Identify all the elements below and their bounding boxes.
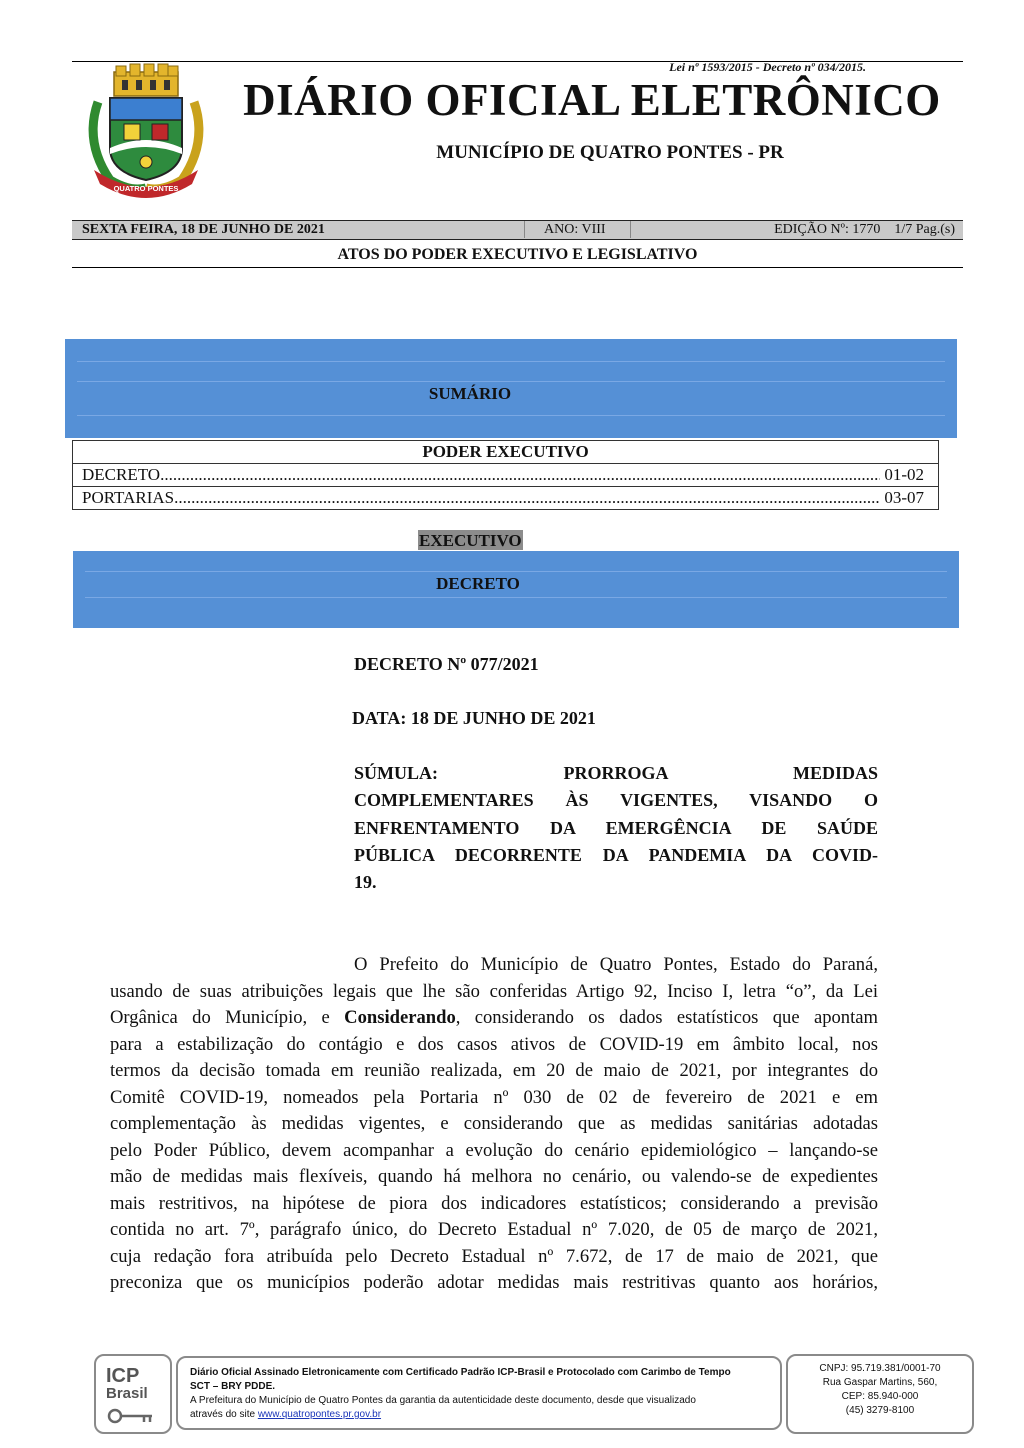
decreto-band-title: DECRETO bbox=[436, 574, 520, 593]
band-rule bbox=[77, 415, 945, 416]
band-rule bbox=[77, 361, 945, 362]
info-separator bbox=[524, 221, 525, 238]
decree-date: DATA: 18 DE JUNHO DE 2021 bbox=[352, 708, 596, 728]
sumula-line: SÚMULA: PRORROGA MEDIDAS bbox=[354, 763, 878, 783]
body-line-rest: , considerando os dados estatísticos que apontam bbox=[455, 1007, 878, 1028]
address: Rua Gaspar Martins, 560, bbox=[822, 1377, 938, 1388]
summary-entry-decreto[interactable] bbox=[73, 463, 938, 486]
info-separator bbox=[630, 221, 631, 238]
body-line: preconiza que os municípios poderão adotar medidas mais restritivas quanto aos horários, bbox=[110, 1272, 878, 1293]
body-line: pelo Poder Público, devem acompanhar a evolução do cenário epidemiológico – lançando-se bbox=[110, 1139, 878, 1161]
municipality-name: MUNICÍPIO DE QUATRO PONTES - PR bbox=[436, 142, 784, 163]
decree-body bbox=[110, 952, 878, 1297]
decree-sumula bbox=[354, 760, 878, 896]
icp-logo-text: ICP bbox=[106, 1365, 140, 1387]
footer-contact bbox=[786, 1354, 974, 1434]
summary-entry-pages: 01-02 bbox=[880, 465, 924, 484]
body-line-considerando bbox=[110, 1005, 878, 1032]
municipal-crest-logo bbox=[80, 62, 212, 198]
icp-brasil-logo bbox=[106, 1365, 148, 1402]
sumula-line: COMPLEMENTARES ÀS VIGENTES, VISANDO O bbox=[354, 790, 878, 811]
footer-site-prefix: através do site bbox=[190, 1409, 258, 1420]
body-line: usando de suas atribuições legais que lhe são conferidas Artigo 92, Inciso I, letra “o”, da Lei bbox=[110, 980, 878, 1002]
body-line: O Prefeito do Município de Quatro Pontes, Estado do Paraná, bbox=[354, 954, 878, 975]
executivo-heading: EXECUTIVO bbox=[419, 531, 522, 550]
sumula-line: ENFRENTAMENTO DA EMERGÊNCIA DE SAÚDE bbox=[354, 817, 878, 838]
edition-info-bar bbox=[72, 220, 963, 240]
law-reference: Lei nº 1593/2015 - Decreto nº 034/2015. bbox=[669, 60, 866, 74]
sumula-line: PÚBLICA DECORRENTE DA PANDEMIA DA COVID- bbox=[354, 844, 878, 865]
leader-dots bbox=[174, 487, 880, 509]
summary-entry-name: PORTARIAS bbox=[82, 488, 175, 507]
cnpj: CNPJ: 95.719.381/0001-70 bbox=[819, 1363, 941, 1374]
body-line: para a estabilização do contágio e dos casos ativos de COVID-19 em âmbito local, nos bbox=[110, 1033, 878, 1055]
sumula-line: 19. bbox=[354, 872, 377, 893]
band-rule bbox=[77, 381, 945, 382]
section-heading-atos: ATOS DO PODER EXECUTIVO E LEGISLATIVO bbox=[337, 246, 698, 263]
website-link[interactable]: www.quatropontes.pr.gov.br bbox=[257, 1409, 382, 1420]
edition-number: EDIÇÃO Nº: 1770 1/7 Pag.(s) bbox=[774, 222, 955, 237]
body-line: termos da decisão tomada em reunião realizada, em 20 de maio de 2021, por integrantes do bbox=[110, 1060, 878, 1081]
body-line: contida no art. 7º, parágrafo único, do Decreto Estadual nº 7.020, de 05 de março de 2021, bbox=[110, 1219, 878, 1240]
summary-entry-pages: 03-07 bbox=[880, 488, 924, 507]
brasil-logo-text: Brasil bbox=[106, 1385, 148, 1402]
edition-date: SEXTA FEIRA, 18 DE JUNHO DE 2021 bbox=[82, 222, 325, 237]
header-bottom-rule bbox=[72, 267, 963, 268]
body-line: complementação às medidas vigentes, e considerando que as medidas sanitárias adotadas bbox=[110, 1113, 878, 1134]
footer-line: Diário Oficial Assinado Eletronicamente com Certificado Padrão ICP-Brasil e Protocolado com Carimbo de Tempo bbox=[190, 1367, 731, 1378]
sumario-title: SUMÁRIO bbox=[428, 384, 512, 403]
icp-brasil-logo-box bbox=[94, 1354, 172, 1434]
body-line: mão de medidas mais flexíveis, quando há melhora no cenário, ou valendo-se de expedientes bbox=[110, 1166, 878, 1187]
footer-line: A Prefeitura do Município de Quatro Pontes da garantia da autenticidade deste documento, desde que visualizado bbox=[190, 1395, 696, 1406]
edition-year: ANO: VIII bbox=[544, 222, 606, 237]
considerando-bold: Considerando bbox=[344, 1007, 456, 1028]
key-icon bbox=[106, 1406, 158, 1426]
leader-dots bbox=[160, 464, 880, 486]
phone: (45) 3279-8100 bbox=[845, 1405, 915, 1416]
cep: CEP: 85.940-000 bbox=[841, 1391, 919, 1402]
body-line: mais restritivos, na hipótese de piora dos indicadores estatísticos; considerando a previsão bbox=[110, 1192, 878, 1214]
footer-certification-note bbox=[176, 1356, 782, 1430]
footer-line-site bbox=[190, 1408, 768, 1422]
footer-line: SCT – BRY PDDE. bbox=[190, 1381, 276, 1392]
crest-ribbon-text: QUATRO PONTES bbox=[113, 184, 179, 193]
decreto-band bbox=[73, 551, 959, 628]
band-rule bbox=[85, 571, 947, 572]
summary-entry-name: DECRETO bbox=[82, 465, 161, 484]
band-rule bbox=[85, 597, 947, 598]
summary-entry-portarias[interactable] bbox=[73, 486, 938, 509]
journal-title: DIÁRIO OFICIAL ELETRÔNICO bbox=[243, 75, 941, 125]
body-line-start: Orgânica do Município, e bbox=[110, 1007, 345, 1028]
summary-table bbox=[72, 440, 939, 510]
footer bbox=[94, 1354, 974, 1434]
body-line: cuja redação fora atribuída pelo Decreto Estadual nº 7.672, de 17 de maio de 2021, que bbox=[110, 1245, 878, 1267]
body-line: Comitê COVID-19, nomeados pela Portaria nº 030 de 02 de fevereiro de 2021 e em bbox=[110, 1086, 878, 1108]
decree-number: DECRETO Nº 077/2021 bbox=[354, 654, 539, 674]
summary-section-header: PODER EXECUTIVO bbox=[422, 442, 589, 461]
sumario-band bbox=[65, 339, 957, 438]
